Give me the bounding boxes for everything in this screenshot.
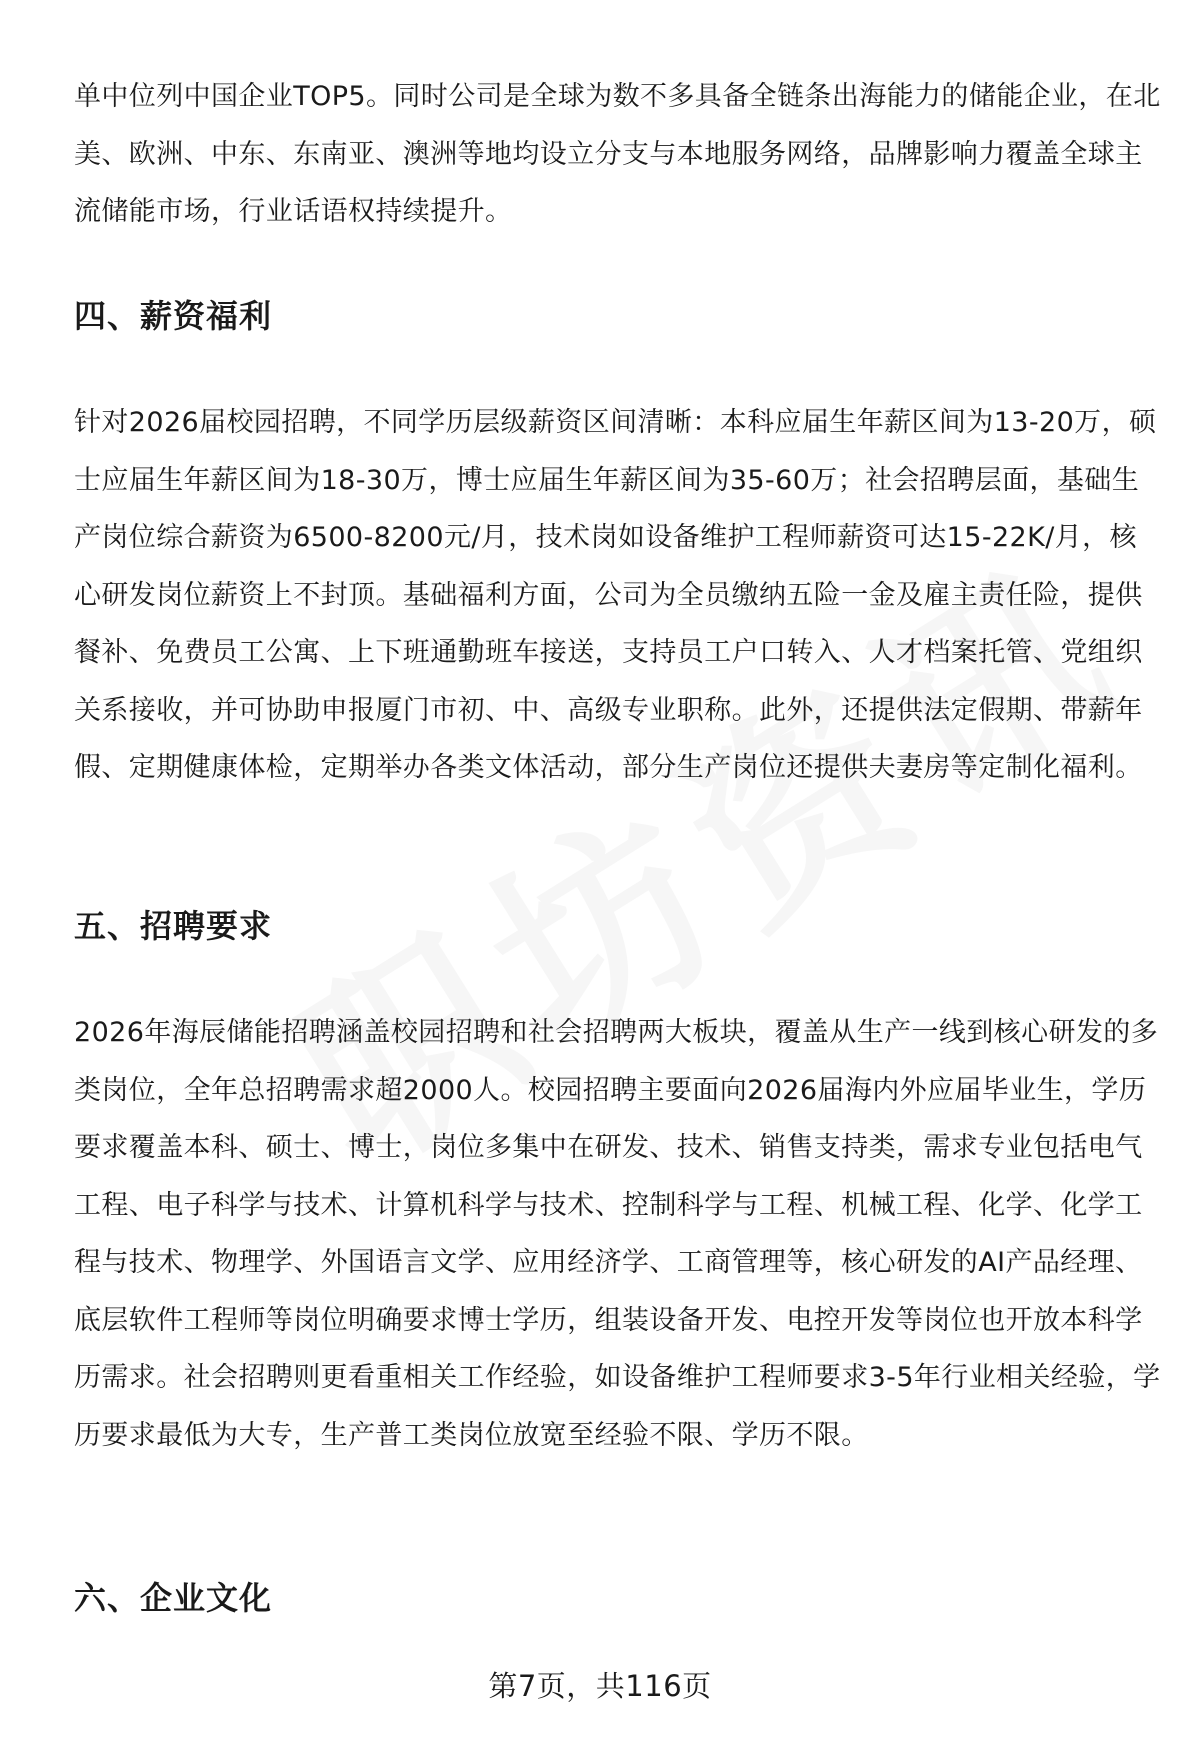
paragraph-company-overview-continued: 单中位列中国企业TOP5。同时公司是全球为数不多具备全链条出海能力的储能企业，在北美、欧洲、中东、东南亚、澳洲等地均设立分支与本地服务网络，品牌影响力覆盖全球主流储能市场，行业话语权持续提升。 xyxy=(74,81,1161,227)
section-heading-recruitment-requirements: 五、招聘要求 xyxy=(74,907,273,945)
section-heading-corporate-culture: 六、企业文化 xyxy=(74,1579,273,1617)
paragraph-salary-benefits: 针对2026届校园招聘，不同学历层级薪资区间清晰：本科应届生年薪区间为13-20万，硕士应届生年薪区间为18-30万，博士应届生年薪区间为35-60万；社会招聘层面，基础生产岗位综合薪资为6500-8200元/月，技术岗如设备维护工程师薪资可达15-22K/月，核心研发岗位薪资上不封顶。基础福利方面，公司为全员缴纳五险一金及雇主责任险，提供餐补、免费员工公寓、上下班通勤班车接送，支持员工户口转入、人才档案托管、党组织关系接收，并可协助申报厦门市初、中、高级专业职称。此外，还提供法定假期、带薪年假、定期健康体检，定期举办各类文体活动，部分生产岗位还提供夫妻房等定制化福利。 xyxy=(74,407,1157,783)
section-heading-salary-benefits: 四、薪资福利 xyxy=(74,297,273,335)
paragraph-recruitment-requirements: 2026年海辰储能招聘涵盖校园招聘和社会招聘两大板块，覆盖从生产一线到核心研发的多类岗位，全年总招聘需求超2000人。校园招聘主要面向2026届海内外应届毕业生，学历要求覆盖本科、硕士、博士，岗位多集中在研发、技术、销售支持类，需求专业包括电气工程、电子科学与技术、计算机科学与技术、控制科学与工程、机械工程、化学、化学工程与技术、物理学、外国语言文学、应用经济学、工商管理等，核心研发的AI产品经理、底层软件工程师等岗位明确要求博士学历，组装设备开发、电控开发等岗位也开放本科学历需求。社会招聘则更看重相关工作经验，如设备维护工程师要求3-5年行业相关经验，学历要求最低为大专，生产普工类岗位放宽至经验不限、学历不限。 xyxy=(74,1017,1161,1451)
page-number-footer: 第7页，共116页 xyxy=(488,1669,712,1703)
